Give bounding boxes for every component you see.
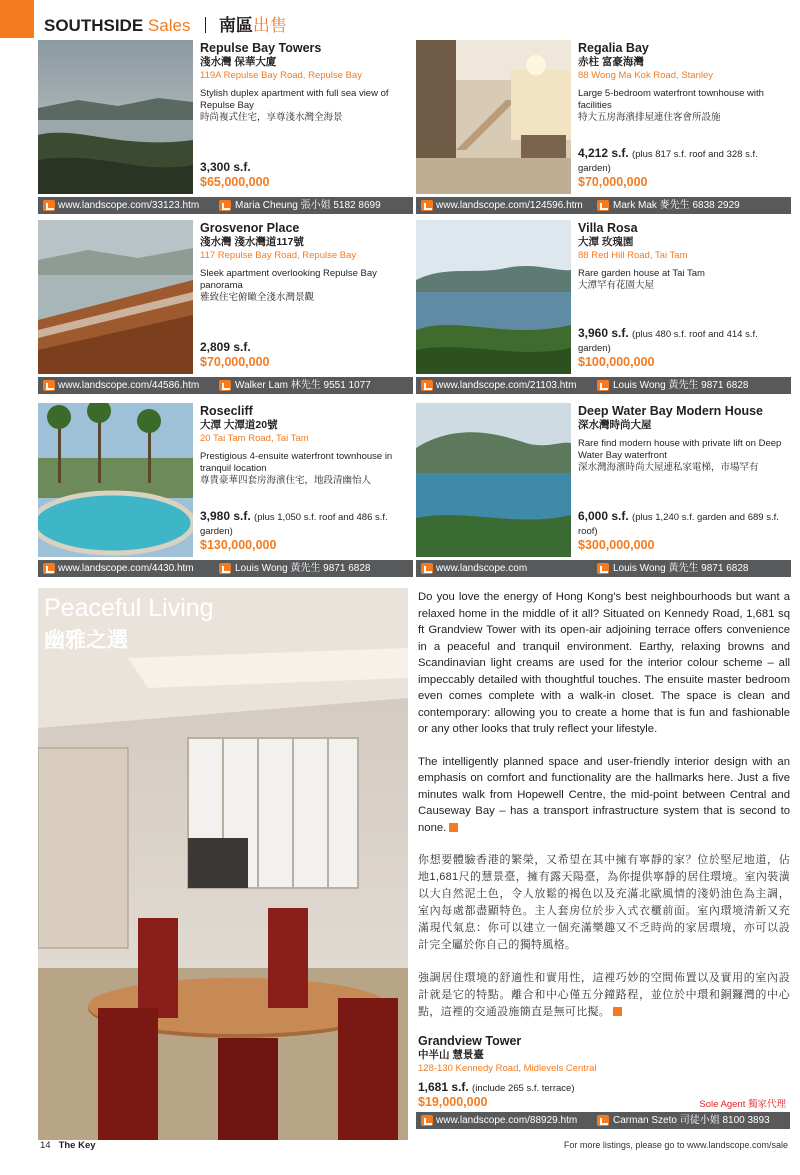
listing-url-link[interactable]: www.landscope.com/88929.htm <box>436 1115 578 1126</box>
section-header <box>44 11 287 36</box>
property-name: Deep Water Bay Modern House <box>578 404 763 418</box>
arrow-link-icon <box>43 563 55 574</box>
more-listings-link[interactable]: For more listings, please go to www.landscope.com/sale <box>563 1140 788 1150</box>
listing-url-link[interactable]: www.landscope.com/21103.htm <box>436 380 577 391</box>
agent-contact: Louis Wong 黃先生 9871 6828 <box>613 563 749 574</box>
property-name-zh: 中半山 慧景臺 <box>418 1049 484 1061</box>
property-name: Repulse Bay Towers <box>200 41 322 55</box>
property-name: Villa Rosa <box>578 221 638 235</box>
property-name: Grosvenor Place <box>200 221 300 235</box>
property-address: 88 Red Hill Road, Tai Tam <box>578 250 688 261</box>
article-paragraph-zh: 強調居住環境的舒適性和實用性，這裡巧妙的空間佈置以及實用的室內設計就是它的特點。離合和中心僅五分鐘路程，並位於中環和銅鑼灣的中心點，這裡的交通設施簡直是無可比擬。 <box>418 972 790 1018</box>
end-mark-icon <box>449 823 458 832</box>
phone-icon <box>597 1115 609 1126</box>
property-photo <box>416 40 571 194</box>
property-address: 117 Repulse Bay Road, Repulse Bay <box>200 250 357 261</box>
property-description: Large 5-bedroom waterfront townhouse with facilities <box>578 88 764 111</box>
property-address: 20 Tai Tam Road, Tai Tam <box>200 433 309 444</box>
property-photo <box>38 403 193 557</box>
property-price: $130,000,000 <box>200 538 277 552</box>
listing-pricing <box>578 147 788 189</box>
listing-card <box>38 220 413 397</box>
agent-contact: Mark Mak 麥先生 6838 2929 <box>613 200 740 211</box>
page-number: 14 <box>40 1140 51 1151</box>
arrow-link-icon <box>43 200 55 211</box>
property-description: Rare garden house at Tai Tam <box>578 268 705 279</box>
listing-info <box>200 41 410 124</box>
arrow-link-icon <box>421 380 433 391</box>
property-size: 2,809 s.f. <box>200 340 251 354</box>
property-description-zh: 時尚複式住宅，享尊淺水灣全海景 <box>200 112 343 123</box>
property-price: $70,000,000 <box>578 175 648 189</box>
page-footer <box>40 1140 96 1151</box>
listing-url-link[interactable]: www.landscope.com/33123.htm <box>58 200 200 211</box>
feature-title-zh: 幽雅之選 <box>44 629 128 652</box>
section-title: SOUTHSIDE <box>44 16 144 35</box>
arrow-link-icon <box>421 200 433 211</box>
listing-pricing <box>200 510 410 552</box>
phone-icon <box>219 563 231 574</box>
property-description: Rare find modern house with private lift on Deep Water Bay waterfront <box>578 438 782 461</box>
property-description: Sleek apartment overlooking Repulse Bay panorama <box>200 268 377 291</box>
listing-url-link[interactable]: www.landscope.com/4430.htm <box>58 563 194 574</box>
property-name-zh: 赤柱 富豪海灣 <box>578 56 644 68</box>
property-size: 6,000 s.f. (plus 1,240 s.f. garden and 689 s.f. roof) <box>578 509 779 537</box>
property-price: $65,000,000 <box>200 175 270 189</box>
listing-pricing <box>578 327 788 369</box>
section-subtitle-zh: 出售 <box>252 16 287 35</box>
contact-bar <box>416 1112 790 1129</box>
property-name-zh: 淺水灣 淺水灣道117號 <box>200 236 304 248</box>
property-price: $19,000,000 <box>418 1095 488 1109</box>
property-description: Stylish duplex apartment with full sea view of Repulse Bay <box>200 88 389 111</box>
sole-agent-label: Sole Agent 獨家代理 <box>699 1099 786 1110</box>
listing-info <box>578 41 788 124</box>
arrow-link-icon <box>421 563 433 574</box>
feature-title-en: Peaceful Living <box>44 594 214 622</box>
contact-bar <box>38 197 413 214</box>
agent-contact: Maria Cheung 張小姐 5182 8699 <box>235 200 381 211</box>
arrow-link-icon <box>43 380 55 391</box>
listing-info <box>578 221 788 292</box>
agent-contact: Louis Wong 黃先生 9871 6828 <box>613 380 749 391</box>
property-name: Rosecliff <box>200 404 253 418</box>
listing-url-link[interactable]: www.landscope.com/124596.htm <box>436 200 583 211</box>
arrow-link-icon <box>421 1115 433 1126</box>
property-size: 3,960 s.f. (plus 480 s.f. roof and 414 s.f. garden) <box>578 326 758 354</box>
agent-contact: Louis Wong 黃先生 9871 6828 <box>235 563 371 574</box>
property-size: 3,300 s.f. <box>200 160 251 174</box>
end-mark-icon <box>613 1007 622 1016</box>
phone-icon <box>219 380 231 391</box>
property-address: 88 Wong Ma Kok Road, Stanley <box>578 70 714 81</box>
property-photo <box>38 220 193 374</box>
property-description-zh: 尊貴豪華四套房海濱住宅，地段清幽怡人 <box>200 475 372 486</box>
agent-contact: Carman Szeto 司徒小姐 8100 3893 <box>613 1115 770 1126</box>
header-accent-bar <box>0 0 34 38</box>
article-paragraph: The intelligently planned space and user-friendly interior design with an emphasis on comfort and functionality are the hallmarks here. Just a five minutes walk from Hopewell Centre, the mid-point between Central and Causeway Bay – has a transport infrastructure system that is second to none. <box>418 755 790 834</box>
header-divider <box>205 17 206 33</box>
contact-bar <box>416 377 791 394</box>
property-photo <box>416 220 571 374</box>
feature-title <box>44 594 214 654</box>
listing-info <box>578 404 788 474</box>
magazine-name: The Key <box>58 1140 96 1151</box>
property-description-zh: 特大五房海濱排屋連住客會所設施 <box>578 112 721 123</box>
property-name: Regalia Bay <box>578 41 649 55</box>
feature-listing-details <box>418 1034 790 1109</box>
contact-bar <box>38 560 413 577</box>
listing-card <box>38 40 413 217</box>
listing-card <box>416 403 791 580</box>
section-subtitle: Sales <box>147 16 191 35</box>
listing-card <box>416 40 791 217</box>
property-description: Prestigious 4-ensuite waterfront townhouse in tranquil location <box>200 451 393 474</box>
property-price: $100,000,000 <box>578 355 655 369</box>
contact-bar <box>38 377 413 394</box>
article-paragraph-zh: 你想要體驗香港的繁榮，又希望在其中擁有寧靜的家？位於堅尼地道，佔地1,681尺的慧景臺，擁有露天陽臺，為你提供寧靜的居住環境。室內裝潢以大自然泥土色，令人放鬆的褐色以及充滿北歐風情的淺奶油色為主調，室內每處都盡顯特色。主人套房位於步入式衣櫃前面。室內環境清新又充滿現代氣息：你可以建立一個充滿樂趣又不乏時尚的家居環境，亦可以設計完全屬於你自己的獨特風格。 <box>418 854 790 951</box>
property-size: 3,980 s.f. (plus 1,050 s.f. roof and 486 s.f. garden) <box>200 509 388 537</box>
property-photo <box>416 403 571 557</box>
property-address: 119A Repulse Bay Road, Repulse Bay <box>200 70 362 81</box>
listing-url-link[interactable]: www.landscope.com <box>436 563 528 574</box>
property-price: $300,000,000 <box>578 538 655 552</box>
phone-icon <box>219 200 231 211</box>
feature-article <box>418 589 790 1037</box>
listing-pricing <box>200 341 410 369</box>
property-name-zh: 深水灣時尚大屋 <box>578 419 652 431</box>
property-name-zh: 大潭 玫瑰園 <box>578 236 634 248</box>
section-title-zh: 南區 <box>218 16 253 35</box>
listing-url-link[interactable]: www.landscope.com/44586.htm <box>58 380 200 391</box>
property-size: 1,681 s.f. (include 265 s.f. terrace) <box>418 1080 575 1094</box>
property-description-zh: 雅致住宅俯瞰全淺水灣景觀 <box>200 292 315 303</box>
contact-bar <box>416 197 791 214</box>
phone-icon <box>597 200 609 211</box>
property-name: Grandview Tower <box>418 1034 522 1048</box>
listing-card <box>416 220 791 397</box>
agent-contact: Walker Lam 林先生 9551 1077 <box>235 380 371 391</box>
property-price: $70,000,000 <box>200 355 270 369</box>
listing-card <box>38 403 413 580</box>
phone-icon <box>597 563 609 574</box>
contact-bar <box>416 560 791 577</box>
property-size: 4,212 s.f. (plus 817 s.f. roof and 328 s.f. garden) <box>578 146 758 174</box>
phone-icon <box>597 380 609 391</box>
property-description-zh: 大潭罕有花園大屋 <box>578 280 655 291</box>
property-name-zh: 淺水灣 保華大廈 <box>200 56 277 68</box>
property-address: 128-130 Kennedy Road, Midlevels Central <box>418 1063 597 1074</box>
listing-info <box>200 221 410 304</box>
property-description-zh: 深水灣海濱時尚大屋連私家電梯，市場罕有 <box>578 462 759 473</box>
listing-info <box>200 404 410 487</box>
feature-photo <box>38 588 408 1140</box>
listing-pricing <box>200 161 410 189</box>
article-paragraph: Do you love the energy of Hong Kong's best neighbourhoods but want a relaxed home in the middle of it all? Situated on Kennedy Road, 1,681 sq ft Grandview Tower with its open-air adjoining terrace offers convenience in a peaceful and tranquil environment. Earthy, relaxing browns and Scandinavian light creams are used for the interior colour scheme – all impeccably detailed with thoughtful touches. The ensuite master bedroom even comes complete with a walk-in closet. The space is clean and contemporary: allowing you to create a home that is fun and fashionable or any other looks that truly reflect your lifestyle. <box>418 591 790 735</box>
listing-pricing <box>578 510 788 552</box>
property-photo <box>38 40 193 194</box>
property-name-zh: 大潭 大潭道20號 <box>200 419 278 431</box>
